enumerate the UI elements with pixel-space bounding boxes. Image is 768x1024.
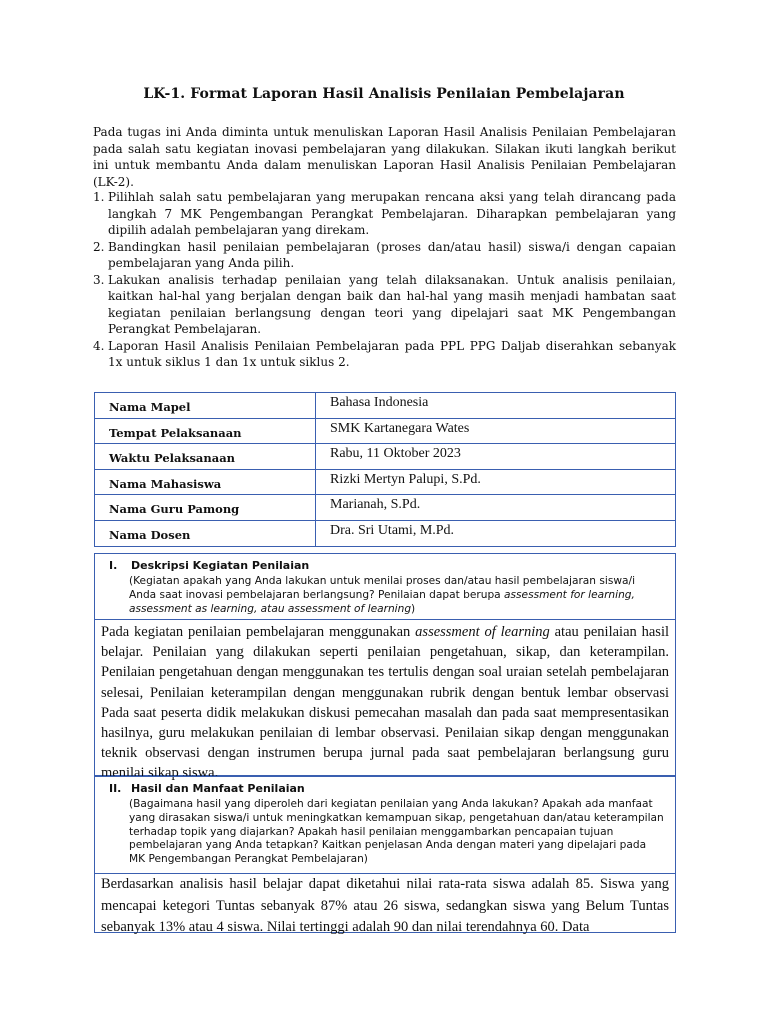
table-row bbox=[95, 520, 676, 546]
value-nama-guru-pamong: Marianah, S.Pd. bbox=[316, 495, 676, 521]
step-number: 2. bbox=[93, 239, 105, 254]
section-1-instruction: (Kegiatan apakah yang Anda lakukan untuk menilai proses dan/atau hasil pembelajaran siswa/i Anda saat inovasi pembelajaran berlangsung? Penilaian dapat berupa assessment for learning, assessment as learning, atau assessment of learning) bbox=[129, 575, 636, 615]
label-nama-mapel: Nama Mapel bbox=[95, 393, 316, 419]
section-2-number: II. bbox=[109, 782, 122, 795]
section-2-answer bbox=[94, 873, 676, 936]
section-1-answer bbox=[94, 619, 676, 782]
label-nama-dosen: Nama Dosen bbox=[95, 520, 316, 546]
table-row bbox=[95, 495, 676, 521]
instruction-steps bbox=[93, 189, 676, 371]
list-item bbox=[93, 338, 676, 371]
section-2-title-text: Hasil dan Manfaat Penilaian bbox=[131, 782, 305, 795]
table-row bbox=[95, 469, 676, 495]
section-1-title bbox=[109, 559, 309, 572]
label-nama-mahasiswa: Nama Mahasiswa bbox=[95, 469, 316, 495]
label-tempat-pelaksanaan: Tempat Pelaksanaan bbox=[95, 418, 316, 444]
intro-paragraph: Pada tugas ini Anda diminta untuk menuliskan Laporan Hasil Analisis Penilaian Pembelajaran pada salah satu kegiatan inovasi pembelajaran yang dilakukan. Silakan ikuti langkah berikut ini untuk membantu Anda dalam menuliskan Laporan Hasil Analisis Penilaian Pembelajaran (LK-2). bbox=[93, 125, 676, 189]
value-nama-mapel: Bahasa Indonesia bbox=[316, 393, 676, 419]
step-text: Pilihlah salah satu pembelajaran yang merupakan rencana aksi yang telah dirancang pada langkah 7 MK Pengembangan Perangkat Pembelajaran. Diharapkan pembelajaran yang dipilih adalah pembelajaran yang direkam. bbox=[108, 190, 676, 237]
section-1-answer-text: Pada kegiatan penilaian pembelajaran menggunakan assessment of learning atau penilaian hasil belajar. Penilaian yang dilakukan seperti penilaian pengetahuan, sikap, dan keterampilan. Penilaian pengetahuan dengan menggunakan tes tertulis dengan soal uraian setelah pembelajaran selesai, Penilaian keterampilan dengan menggunakan rubrik dengan bentuk lembar observasi Pada saat peserta didik melakukan diskusi pemecahan masalah dan pada saat mempresentasikan hasilnya, guru melakukan penilaian di lembar observasi. Penilaian sikap dengan menggunakan teknik observasi dengan instrumen berupa jurnal pada saat pembelajaran berlangsung guru menilai sikap siswa. bbox=[101, 624, 670, 782]
value-nama-mahasiswa: Rizki Mertyn Palupi, S.Pd. bbox=[316, 469, 676, 495]
step-number: 1. bbox=[93, 190, 105, 204]
step-number: 4. bbox=[93, 338, 105, 353]
step-text: Lakukan analisis terhadap penilaian yang telah dilaksanakan. Untuk analisis penilaian, kaitkan hal-hal yang berjalan dengan baik dan hal-hal yang masih menjadi hambatan saat kegiatan penilaian berlangsung dengan teori yang dipelajari saat MK Pengembangan Perangkat Pembelajaran. bbox=[108, 272, 676, 336]
label-nama-guru-pamong: Nama Guru Pamong bbox=[95, 495, 316, 521]
section-1-number: I. bbox=[109, 559, 118, 572]
list-item bbox=[93, 239, 676, 272]
section-2-title bbox=[109, 782, 305, 795]
table-row bbox=[95, 393, 676, 419]
section-1-header bbox=[94, 553, 676, 620]
step-text: Laporan Hasil Analisis Penilaian Pembelajaran pada PPL PPG Daljab diserahkan sebanyak 1x untuk siklus 1 dan 1x untuk siklus 2. bbox=[108, 338, 676, 369]
list-item bbox=[93, 189, 676, 239]
value-nama-dosen: Dra. Sri Utami, M.Pd. bbox=[316, 520, 676, 546]
table-row bbox=[95, 418, 676, 444]
section-1-title-text: Deskripsi Kegiatan Penilaian bbox=[131, 559, 310, 572]
value-tempat-pelaksanaan: SMK Kartanegara Wates bbox=[316, 418, 676, 444]
step-text: Bandingkan hasil penilaian pembelajaran (proses dan/atau hasil) siswa/i dengan capaian pembelajaran yang Anda pilih. bbox=[108, 239, 676, 270]
document-title: LK-1. Format Laporan Hasil Analisis Penilaian Pembelajaran bbox=[143, 86, 625, 102]
identity-table bbox=[94, 392, 676, 547]
section-2-answer-text: Berdasarkan analisis hasil belajar dapat diketahui nilai rata-rata siswa adalah 85. Siswa yang mencapai ketegori Tuntas sebanyak 87% atau 26 siswa, sedangkan siswa yang Belum Tuntas sebanyak 13% atau 4 siswa. Nilai tertinggi adalah 90 dan nilai terendahnya 60. Data bbox=[101, 876, 669, 936]
list-item bbox=[93, 272, 676, 338]
label-waktu-pelaksanaan: Waktu Pelaksanaan bbox=[95, 444, 316, 470]
table-row bbox=[95, 444, 676, 470]
section-2-instruction: (Bagaimana hasil yang diperoleh dari kegiatan penilaian yang Anda lakukan? Apakah ada manfaat yang dirasakan siswa/i untuk meningkatkan kemampuan sikap, pengetahuan dan/atau keterampilan terhadap topik yang diajarkan? Apakah hasil penilaian menggambarkan pencapaian tujuan pembelajaran yang Anda tetapkan? Kaitkan penjelasan Anda dengan materi yang dipelajari pada MK Pengembangan Perangkat Pembelajaran) bbox=[129, 798, 664, 866]
step-number: 3. bbox=[93, 272, 105, 287]
value-waktu-pelaksanaan: Rabu, 11 Oktober 2023 bbox=[316, 444, 676, 470]
section-2-header bbox=[94, 776, 676, 874]
